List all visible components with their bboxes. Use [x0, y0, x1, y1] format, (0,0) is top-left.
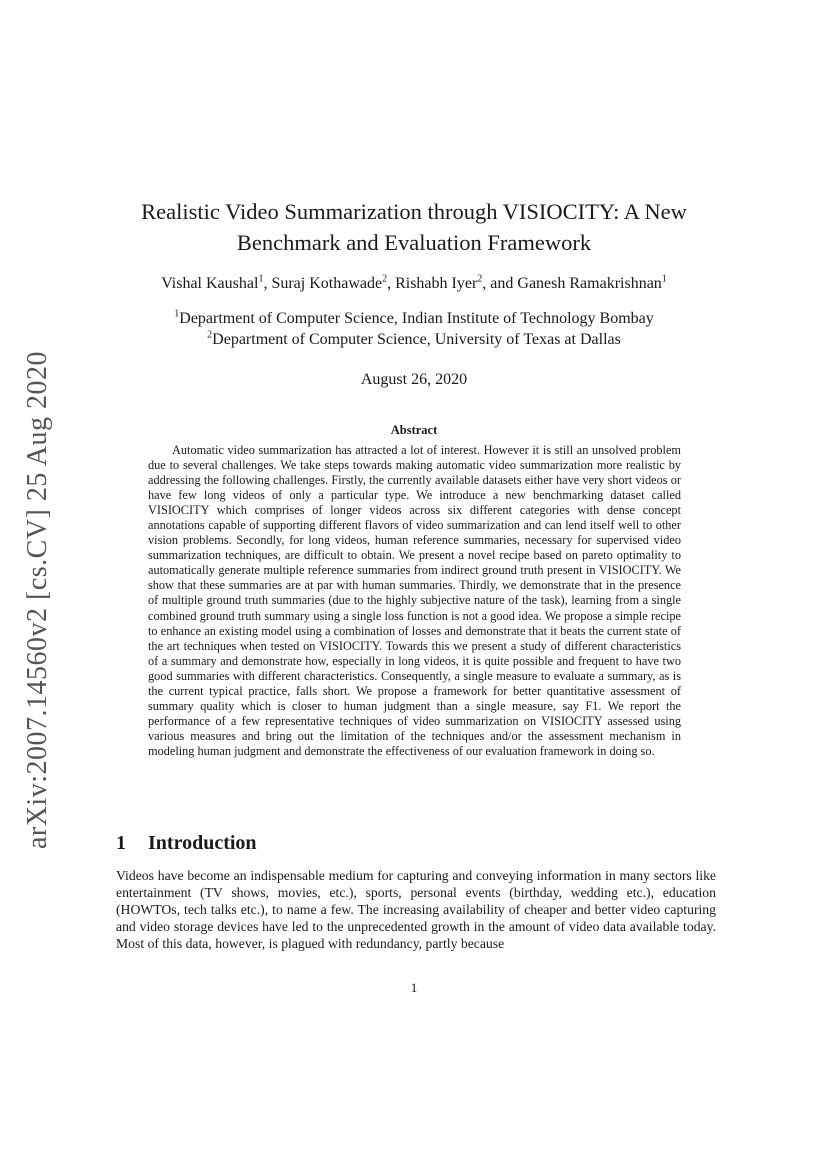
section-heading	[116, 832, 716, 855]
affiliation-text: Department of Computer Science, Indian Institute of Technology Bombay	[179, 310, 654, 327]
section-title: Introduction	[148, 832, 257, 854]
page-number: 1	[410, 980, 418, 995]
affiliation-line	[100, 329, 728, 350]
affiliation-list	[100, 308, 728, 350]
section-number: 1	[116, 832, 126, 854]
arxiv-identifier: arXiv:2007.14560v2 [cs.CV] 25 Aug 2020	[22, 350, 53, 850]
author-separator: ,	[263, 275, 272, 292]
affiliation-mark: 1	[174, 308, 180, 320]
paper-title: Realistic Video Summarization through VISIOCITY: A New Benchmark and Evaluation Framework	[141, 199, 687, 255]
author-name: Vishal Kaushal	[161, 275, 259, 292]
author-affiliation-mark: 2	[477, 273, 483, 285]
introduction-paragraph: Videos have become an indispensable medium for capturing and conveying information in many sectors like entertainment (TV shows, movies, etc.), sports, personal events (birthday, wedding etc.), education (HOWTOs, tech talks etc.), to name a few. The increasing availability of cheaper and better video capturing and video storage devices have led to the unprecedented growth in the amount of video data available today. Most of this data, however, is plagued with redundancy, partly because	[116, 868, 716, 952]
author-separator: , and	[482, 275, 518, 292]
publication-date: August 26, 2020	[360, 371, 468, 388]
author-name: Ganesh Ramakrishnan	[517, 275, 662, 292]
author-name: Suraj Kothawade	[271, 275, 383, 292]
author-separator: ,	[387, 275, 396, 292]
abstract-heading: Abstract	[390, 423, 438, 437]
affiliation-mark: 2	[207, 329, 213, 341]
author-affiliation-mark: 2	[382, 273, 388, 285]
author-name: Rishabh Iyer	[395, 275, 478, 292]
affiliation-text: Department of Computer Science, University of Texas at Dallas	[212, 331, 621, 348]
author-affiliation-mark: 1	[661, 273, 667, 285]
affiliation-line	[100, 308, 728, 329]
author-list	[100, 273, 728, 295]
author-affiliation-mark: 1	[258, 273, 264, 285]
abstract-text: Automatic video summarization has attracted a lot of interest. However it is still an unsolved problem due to several challenges. We take steps towards making automatic video summarization more realistic by addressing the following challenges. Firstly, the currently available datasets either have very short videos or have few long videos of only a particular type. We introduce a new benchmarking dataset called VISIOCITY which comprises of longer videos across six different categories with dense concept annotations capable of supporting different flavors of video summarization and can lend itself well to other vision problems. Secondly, for long videos, human reference summaries, necessary for supervised video summarization techniques, are difficult to obtain. We present a novel recipe based on pareto optimality to automatically generate multiple reference summaries from indirect ground truth present in VISIOCITY. We show that these summaries are at par with human summaries. Thirdly, we demonstrate that in the presence of multiple ground truth summaries (due to the highly subjective nature of the task), learning from a single combined ground truth summary using a single loss function is not a good idea. We propose a simple recipe to enhance an existing model using a combination of losses and demonstrate that it beats the current state of the art techniques when tested on VISIOCITY. Towards this we present a study of different characteristics of a summary and demonstrate how, especially in long videos, it is quite possible and frequent to have two good summaries with different characteristics. Consequently, a single measure to evaluate a summary, as is the current typical practice, falls short. We propose a framework for better quantitative assessment of summary quality which is closer to human judgment than a single measure, say F1. We report the performance of a few representative techniques of video summarization on VISIOCITY assessed using various measures and bring out the limitation of the techniques and/or the assessment mechanism in modeling human judgment and demonstrate the effectiveness of our evaluation framework in doing so.	[148, 443, 681, 758]
